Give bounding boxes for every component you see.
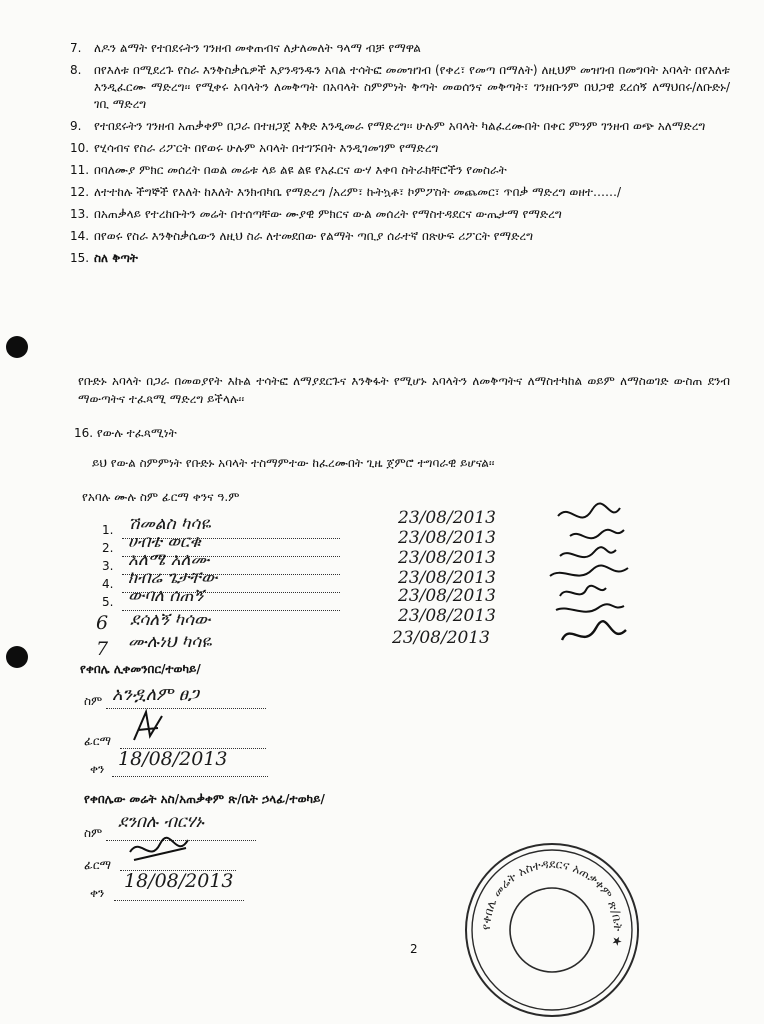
member-date-handwritten: 23/08/2013 <box>392 628 490 648</box>
official-seal <box>462 840 642 1020</box>
member-number: 6 <box>96 612 109 634</box>
receiver-signature <box>128 706 168 746</box>
list-item: 15. ስለ ቅጣት <box>70 251 138 265</box>
list-item: 11. በባለሙያ ምክር መሰረት በወል መሬቱ ላይ ልዩ ልዩ የአፈርና ውሃ እቀባ ስትራክቸሮችን የመስራት <box>70 163 507 177</box>
signature-3 <box>560 547 616 557</box>
member-date-handwritten: 23/08/2013 <box>398 606 496 626</box>
member-name-handwritten: ደሳለኝ ካሳው <box>130 610 211 630</box>
page-number: 2 <box>410 942 418 956</box>
list-item: 7. ለዶን ልማት የተበደሩትን ገንዘብ መቀጠብና ለታለመለት ዓላማ ብቻ የማዋል <box>70 41 421 55</box>
land-office-title: የቀበሌው መሬት አስ/አጠቃቀም ጽ/ቤት ኃላፊ/ተወካይ/ <box>84 792 325 806</box>
member-signatures <box>540 500 650 660</box>
receiver-name-label: ስም <box>84 694 103 708</box>
receiver-title: የቀበሌ ሊቀመንበር/ተወካይ/ <box>80 662 201 676</box>
member-number: 3. <box>102 559 114 573</box>
receiver-sign-label: ፊርማ <box>84 734 112 748</box>
member-date-handwritten: 23/08/2013 <box>398 528 496 548</box>
land-sign-label: ፊርማ <box>84 858 112 872</box>
section-16-text: ይህ የውል ስምምነት የቡድኑ አባላት ተስማምተው ከፈረሙበት ጊዜ ጀምሮ ተግባራዊ ይሆናል፡፡ <box>92 456 495 470</box>
land-date-label: ቀን <box>90 886 105 900</box>
member-name-handwritten: አለሜ አለሙ <box>128 550 210 570</box>
receiver-date-handwritten: 18/08/2013 <box>118 748 228 770</box>
member-number: 5. <box>102 595 114 609</box>
land-name-label: ስም <box>84 826 103 840</box>
punch-hole-bottom <box>6 646 28 668</box>
penalty-paragraph: የቡድኑ አባላት በጋራ በመወያየት እኩል ተሳትፎ ለማያደርጉና እንቅፋት የሚሆኑ አባላትን ለመቅጣትና ለማስተካከል ወይም ለማስወገድ ውስጠ ደንብ ማውጣትና ተፈጻሚ ማድረግ ይችላሉ፡፡ <box>78 374 730 406</box>
land-date-handwritten: 18/08/2013 <box>124 870 234 892</box>
member-name-handwritten: ሽመልስ ካሳዬ <box>128 514 211 534</box>
signature-2 <box>570 530 624 539</box>
list-item: 13. በአጠቃላይ የተረከቡትን መሬት በተሰጣቸው ሙያዊ ምክርና ውል መሰረት የማስተዳደርና ውጤታማ የማድረግ <box>70 207 562 221</box>
member-name-handwritten: ክብሬ ጌታቸው <box>128 568 218 588</box>
signature-table-heading: የአባሉ ሙሉ ስም ፊርማ ቀንና ዓ.ም <box>82 490 240 504</box>
member-date-handwritten: 23/08/2013 <box>398 568 496 588</box>
member-date-handwritten: 23/08/2013 <box>398 508 496 528</box>
list-item: 10. የሂሳብና የስራ ሪፖርት በየወሩ ሁሉም አባላት በተገኙበት እንዲገመገም የማድረግ <box>70 141 439 155</box>
signature-4 <box>550 565 628 576</box>
receiver-date-label: ቀን <box>90 762 105 776</box>
list-item: 14. በየወሩ የስራ እንቅስቃሴውን ለዚህ ስራ ለተመደበው የልማት ጣቢያ ሰራተኛ በጽሁፍ ሪፖርት የማድረግ <box>70 229 534 243</box>
member-number: 1. <box>102 523 114 537</box>
member-date-handwritten: 23/08/2013 <box>398 586 496 606</box>
land-name-handwritten: ደንበሉ ብርሃኑ <box>118 812 204 832</box>
member-number: 7 <box>96 638 109 660</box>
land-date-line <box>114 900 244 901</box>
signature-6 <box>556 604 624 611</box>
member-number: 4. <box>102 577 114 591</box>
section-16-heading: 16. የውሉ ተፈጻሚነት <box>74 426 177 440</box>
signature-5 <box>560 586 606 596</box>
list-item: 12. ለተተከሉ ችግኞች የእለት ከእለት እንክብካቤ የማድረግ /አረም፣ ኩትኳቶ፣ ኮምፖስት መጨመር፣ ጥበቃ ማድረግ ወዘተ……/ <box>70 185 622 199</box>
punch-hole-top <box>6 336 28 358</box>
signature-1 <box>558 503 620 517</box>
list-item: 9. የተበደሩትን ገንዘብ አጠቃቀም በጋራ በተዘጋጀ እቅድ እንዲመራ የማድረግ፡፡ ሁሉም አባላት ካልፈረሙበት በቀር ምንም ገንዘብ ወጭ አለማድረግ <box>70 119 706 133</box>
member-name-handwritten: ሀብቴ ወርቁ <box>128 532 201 552</box>
receiver-date-line <box>112 776 268 777</box>
list-item: 8. በየእለቱ በሚደረጉ የስራ እንቅስቃሴዎች እያንዳንዱን አባል ተሳትፎ መመዝገብ (የቀረ፣ የመጣ በማለት) ለዚህም መዝገብ በመግባት አባላት በየእለቱ እንዲፈርሙ ማድረግ፡፡ የሚቀሩ አባላትን ለመቅጣት በአባላት ስምምነት ቅጣት መወሰንና መቅጣት፣ ገንዘቡንም በህጋዊ ደረሰኝ ለማህበሩ/ለቡድኑ/ ገቢ ማድረግ <box>70 63 730 111</box>
signature-7 <box>562 621 626 640</box>
member-date-handwritten: 23/08/2013 <box>398 548 496 568</box>
member-name-handwritten: ውባለ ሰጠኝ <box>128 586 204 606</box>
member-number: 2. <box>102 541 114 555</box>
land-signature <box>126 830 196 874</box>
svg-text:የቀበሌ መሬት አስተዳደርና አጠቃቀም ጽ/ቤት ★: የቀበሌ መሬት አስተዳደርና አጠቃቀም ጽ/ቤት ★ <box>478 856 626 948</box>
obligations-list <box>70 40 730 272</box>
receiver-name-handwritten: አንዷለም ፀጋ <box>112 684 199 705</box>
member-name-handwritten: ሙሉነህ ካሳዬ <box>128 632 212 652</box>
